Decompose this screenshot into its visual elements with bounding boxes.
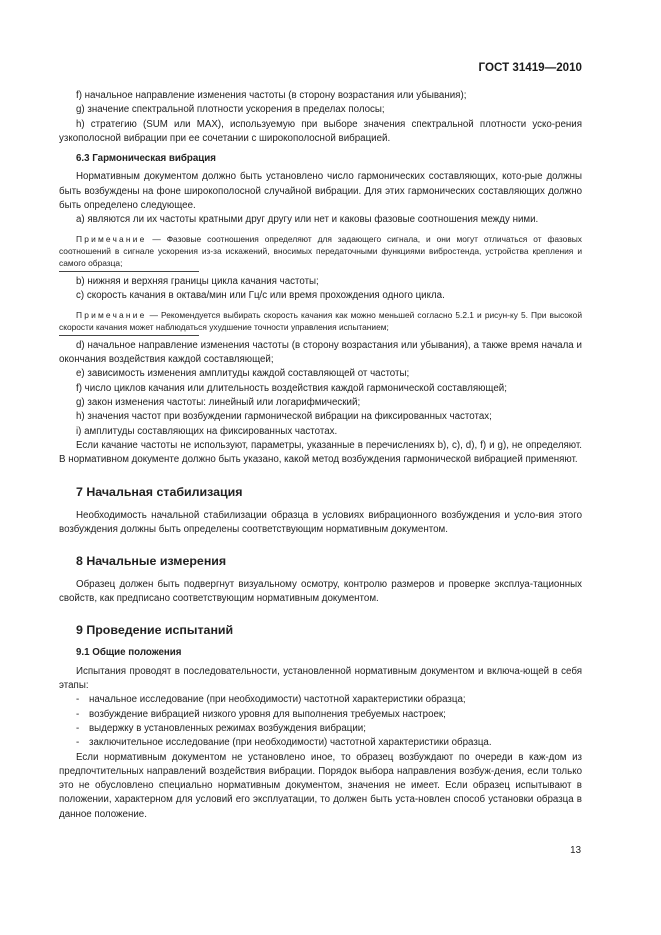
list-item: i) амплитуды составляющих на фиксированных частотах.: [76, 425, 338, 437]
list-item: h) стратегию (SUM или MAX), используемую при выборе значения спектральной плотности уско-рения узкополосной вибрации при ее сочетании с широкополосной вибрацией.: [59, 118, 582, 144]
note-label: Примечание: [76, 233, 147, 244]
page-number: 13: [570, 845, 581, 856]
note: [59, 233, 582, 269]
paragraph: Нормативным документом должно быть установлено число гармонических составляющих, кото-рые должны быть возбуждены на фоне широкополосной случайной вибрации. Для этих гармонических составляющих должно быть определено следующее.: [59, 171, 582, 212]
list-item: - начальное исследование (при необходимости) частотной характеристики образца;: [59, 693, 582, 707]
list-item: g) значение спектральной плотности ускорения в пределах полосы;: [76, 104, 385, 116]
list-item: - возбуждение вибрацией низкого уровня для выполнения требуемых настроек;: [59, 708, 582, 722]
paragraph: Испытания проводят в последовательности, установленной нормативным документом и включа-ющей в себя этапы:: [59, 665, 582, 692]
list-item: - заключительное исследование (при необходимости) частотной характеристики образца.: [59, 736, 582, 750]
dash-marker: -: [76, 694, 80, 706]
paragraph: Образец должен быть подвергнут визуальному осмотру, контролю размеров и проверке эксплуа-тационных свойств, как предписано соответствующим нормативным документом.: [59, 578, 582, 604]
section-6-3-heading: 6.3 Гармоническая вибрация: [76, 153, 216, 165]
list-item: e) зависимость изменения амплитуды каждой составляющей от частоты;: [76, 368, 410, 380]
divider: [59, 271, 199, 272]
standard-header: ГОСТ 31419—2010: [478, 61, 582, 74]
page-content: [59, 89, 582, 822]
list-item: c) скорость качания в октава/мин или Гц/с или время прохождения одного цикла.: [76, 290, 445, 302]
list-item: g) закон изменения частоты: линейный или логарифмический;: [76, 396, 361, 408]
dash-marker: -: [76, 737, 80, 749]
list-item: f) число циклов качания или длительность воздействия каждой гармонической составляющей;: [76, 382, 507, 394]
divider: [59, 335, 199, 336]
list-item: h) значения частот при возбуждении гармонической вибрации на фиксированных частотах;: [76, 411, 492, 423]
section-9-heading: 9 Проведение испытаний: [76, 623, 234, 638]
list-item: - выдержку в установленных режимах возбуждения вибрации;: [59, 722, 582, 736]
list-item: d) начальное направление изменения частоты (в сторону возрастания или убывания), а также время начала и окончания воздействия каждой составляющей;: [59, 339, 582, 366]
paragraph: Если качание частоты не используют, параметры, указанные в перечислениях b), c), d), f) и g), не определяют. В нормативном документе должно быть указано, какой метод возбуждения гармонической вибрацией применяют.: [59, 439, 582, 466]
list-item: b) нижняя и верхняя границы цикла качания частоты;: [76, 275, 319, 287]
dash-marker: -: [76, 722, 80, 734]
section-8-heading: 8 Начальные измерения: [76, 554, 227, 569]
note-text: — Рекомендуется выбирать скорость качания как можно меньшей согласно 5.2.1 и рисун-ку 5. При высокой скорости качания может наблюдаться ухудшение точности управления испытанием;: [59, 309, 582, 332]
paragraph: Если нормативным документом не установлено иное, то образец возбуждают по очереди в каж-дом из предпочтительных направлений воздействия вибрации. Порядок выбора направления возбуж-дения, если только это не обусловлено специально нормативным документом, значения не имеет. Если образец испытывают в положении, характерном для условий его эксплуатации, то должен быть уста-новлен способ установки образца в данное положение.: [59, 751, 582, 820]
section-7-heading: 7 Начальная стабилизация: [76, 485, 243, 500]
note-text: — Фазовые соотношения определяют для задающего сигнала, и они могут отличаться от фазовых соотношений в сигнале ускорения из-за искажений, вносимых передаточными функциями вибростенда, устройства крепления и самого образца;: [59, 233, 582, 268]
note: [59, 309, 582, 333]
dash-marker: -: [76, 708, 80, 720]
list-item: а) являются ли их частоты кратными друг другу или нет и каковы фазовые соотношения между ними.: [76, 214, 539, 226]
note-label: Примечание: [76, 309, 147, 320]
paragraph: Необходимость начальной стабилизации образца в условиях вибрационного возбуждения и усло-вия этого возбуждения должны быть определены соответствующим нормативным документом.: [59, 509, 582, 535]
section-9-1-heading: 9.1 Общие положения: [76, 647, 182, 659]
list-item: f) начальное направление изменения частоты (в сторону возрастания или убывания);: [76, 90, 467, 101]
